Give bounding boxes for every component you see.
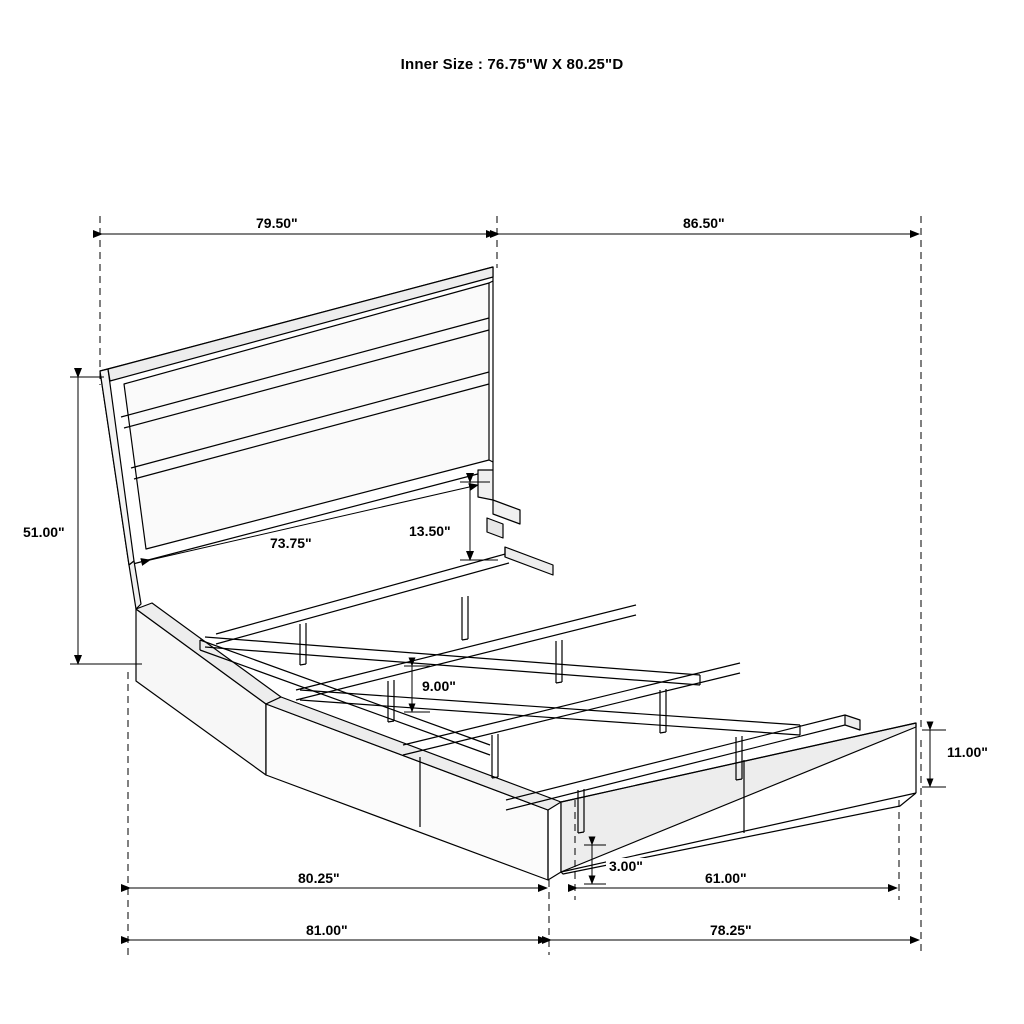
dimension-label-bottom-left-1: 80.25" [295, 870, 343, 886]
dimension-label-rail-drop: 13.50" [406, 523, 454, 539]
dimension-label-bottom-right-1: 61.00" [702, 870, 750, 886]
dimension-label-clearance: 3.00" [606, 858, 646, 874]
dimension-label-top-right: 86.50" [680, 215, 728, 231]
dimension-label-top-left: 79.50" [253, 215, 301, 231]
dimension-label-headboard-width: 73.75" [267, 535, 315, 551]
dimension-label-left-height: 51.00" [20, 524, 68, 540]
dimension-label-slat-leg: 9.00" [419, 678, 459, 694]
bed-illustration [100, 267, 918, 880]
dimension-label-bottom-right-2: 78.25" [707, 922, 755, 938]
dimension-label-bottom-left-2: 81.00" [303, 922, 351, 938]
page-title: Inner Size : 76.75"W X 80.25"D [400, 56, 624, 73]
dimension-label-deck-height: 11.00" [944, 744, 991, 760]
